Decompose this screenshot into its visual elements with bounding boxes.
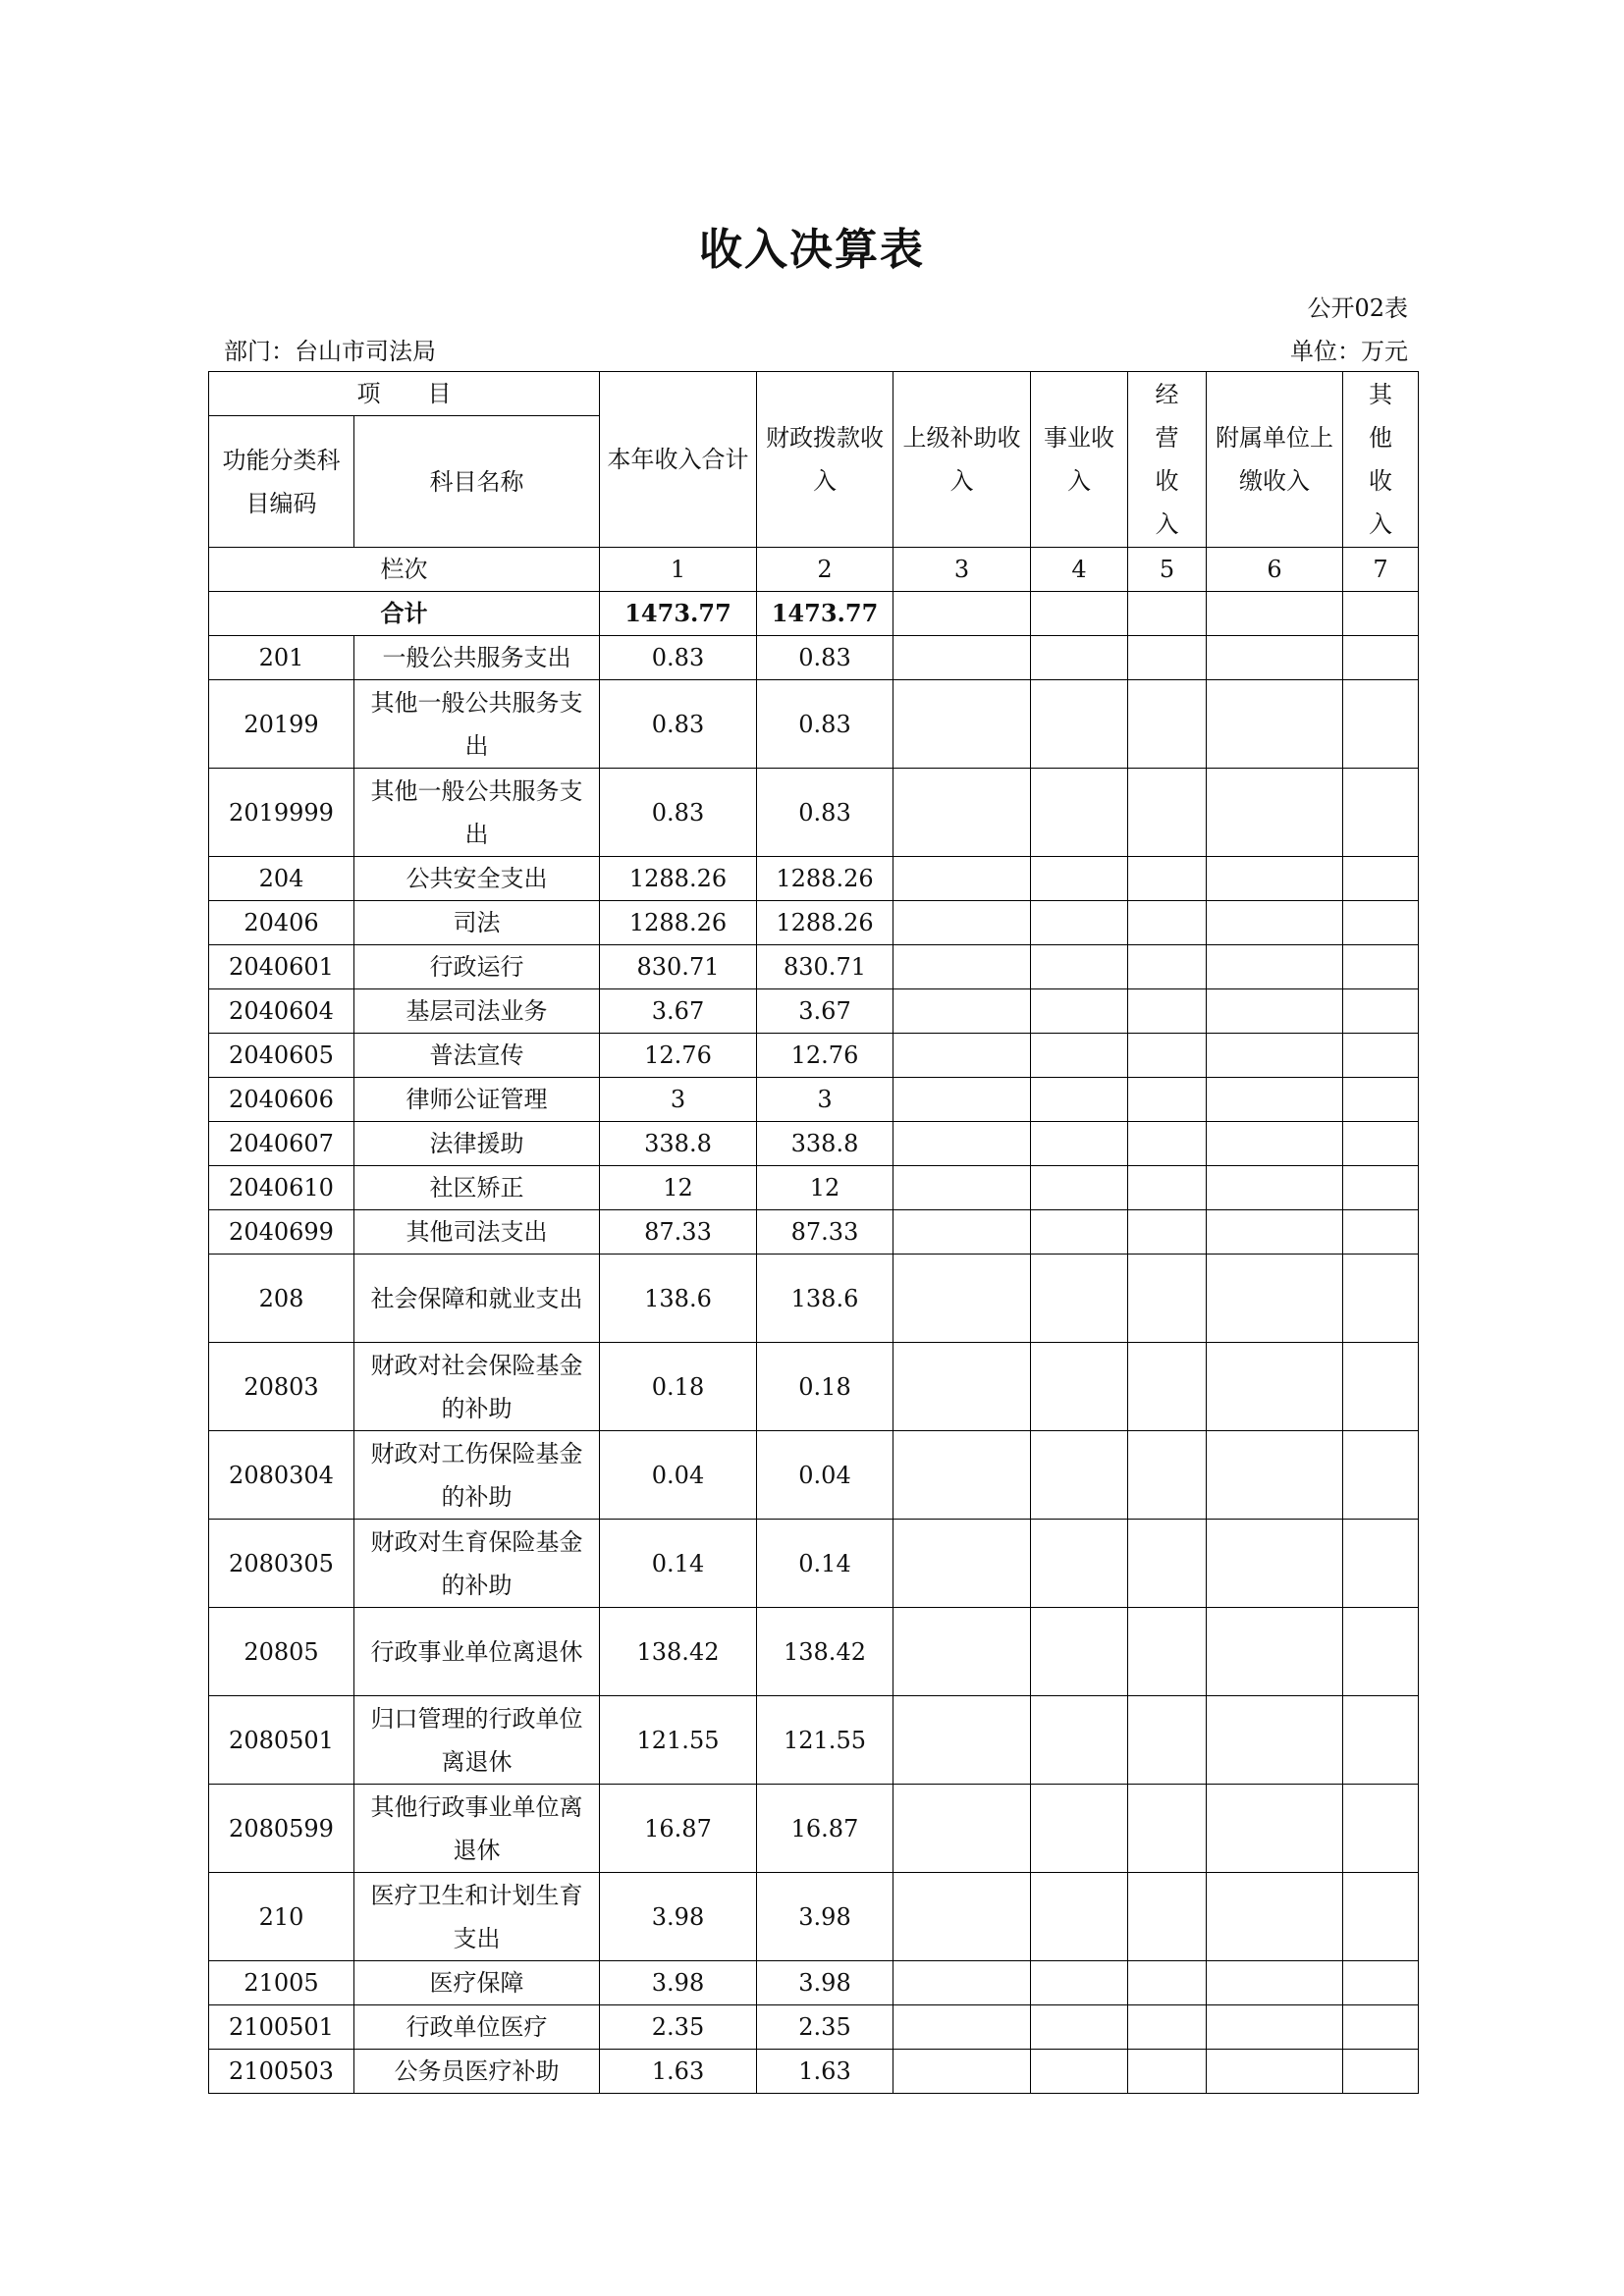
row-name: 律师公证管理 [354, 1078, 600, 1122]
row-col-5 [1128, 636, 1207, 680]
row-col-2: 0.14 [757, 1520, 893, 1608]
table-row [209, 901, 1419, 945]
row-col-5 [1128, 680, 1207, 769]
row-col-7 [1343, 2050, 1419, 2094]
row-code: 2040607 [209, 1122, 354, 1166]
row-col-5 [1128, 1210, 1207, 1255]
table-row [209, 989, 1419, 1034]
row-col-2: 1288.26 [757, 901, 893, 945]
col-index-4: 4 [1031, 548, 1128, 592]
row-col-2: 121.55 [757, 1696, 893, 1785]
row-col-1: 12.76 [600, 1034, 757, 1078]
table-row [209, 1122, 1419, 1166]
row-col-6 [1207, 1873, 1343, 1961]
row-col-6 [1207, 1343, 1343, 1431]
row-col-5 [1128, 1166, 1207, 1210]
row-col-3 [893, 1873, 1031, 1961]
row-name: 财政对生育保险基金的补助 [354, 1520, 600, 1608]
row-col-2: 3.67 [757, 989, 893, 1034]
row-col-4 [1031, 769, 1128, 857]
row-col-7 [1343, 1873, 1419, 1961]
row-col-5 [1128, 945, 1207, 989]
row-col-4 [1031, 901, 1128, 945]
row-col-1: 0.14 [600, 1520, 757, 1608]
table-row [209, 1873, 1419, 1961]
row-col-3 [893, 1961, 1031, 2005]
row-col-3 [893, 1608, 1031, 1696]
row-col-1: 3.98 [600, 1873, 757, 1961]
row-col-4 [1031, 1078, 1128, 1122]
table-row [209, 945, 1419, 989]
row-col-6 [1207, 1785, 1343, 1873]
row-col-3 [893, 945, 1031, 989]
row-col-2: 0.83 [757, 636, 893, 680]
income-table [208, 371, 1419, 2094]
row-col-3 [893, 1210, 1031, 1255]
total-col-1: 1473.77 [600, 592, 757, 636]
row-name: 法律援助 [354, 1122, 600, 1166]
col-index-1: 1 [600, 548, 757, 592]
row-col-6 [1207, 1608, 1343, 1696]
row-col-2: 138.6 [757, 1255, 893, 1343]
row-col-7 [1343, 1122, 1419, 1166]
row-col-2: 2.35 [757, 2005, 893, 2050]
row-col-3 [893, 2050, 1031, 2094]
row-col-4 [1031, 1520, 1128, 1608]
total-col-2: 1473.77 [757, 592, 893, 636]
row-col-7 [1343, 636, 1419, 680]
table-row [209, 1785, 1419, 1873]
page-title: 收入决算表 [699, 225, 925, 275]
row-col-3 [893, 1520, 1031, 1608]
row-col-6 [1207, 2005, 1343, 2050]
row-col-6 [1207, 769, 1343, 857]
row-col-4 [1031, 945, 1128, 989]
row-col-1: 16.87 [600, 1785, 757, 1873]
row-name: 行政单位医疗 [354, 2005, 600, 2050]
row-code: 20199 [209, 680, 354, 769]
row-col-4 [1031, 1696, 1128, 1785]
row-col-3 [893, 1785, 1031, 1873]
row-name: 一般公共服务支出 [354, 636, 600, 680]
row-col-5 [1128, 989, 1207, 1034]
row-col-6 [1207, 945, 1343, 989]
row-col-4 [1031, 680, 1128, 769]
row-col-2: 338.8 [757, 1122, 893, 1166]
row-code: 20406 [209, 901, 354, 945]
row-code: 201 [209, 636, 354, 680]
row-name: 行政事业单位离退休 [354, 1608, 600, 1696]
row-code: 2040601 [209, 945, 354, 989]
row-col-6 [1207, 1431, 1343, 1520]
table-row [209, 1034, 1419, 1078]
row-col-2: 0.83 [757, 769, 893, 857]
row-col-5 [1128, 769, 1207, 857]
row-col-4 [1031, 1785, 1128, 1873]
col-index-6: 6 [1207, 548, 1343, 592]
row-col-6 [1207, 2050, 1343, 2094]
row-col-5 [1128, 1608, 1207, 1696]
header-project: 项 目 [209, 372, 600, 416]
form-number: 公开02表 [1307, 294, 1408, 322]
row-code: 2040610 [209, 1166, 354, 1210]
row-col-2: 12 [757, 1166, 893, 1210]
row-col-6 [1207, 1210, 1343, 1255]
row-col-2: 0.04 [757, 1431, 893, 1520]
row-col-6 [1207, 1078, 1343, 1122]
row-col-7 [1343, 989, 1419, 1034]
table-row [209, 857, 1419, 901]
row-col-7 [1343, 857, 1419, 901]
row-name: 财政对社会保险基金的补助 [354, 1343, 600, 1431]
row-col-6 [1207, 1696, 1343, 1785]
row-col-7 [1343, 1343, 1419, 1431]
table-row [209, 680, 1419, 769]
row-name: 社区矫正 [354, 1166, 600, 1210]
row-col-2: 3 [757, 1078, 893, 1122]
row-col-3 [893, 1343, 1031, 1431]
row-col-5 [1128, 1873, 1207, 1961]
row-col-5 [1128, 1696, 1207, 1785]
row-name: 基层司法业务 [354, 989, 600, 1034]
row-col-1: 1288.26 [600, 901, 757, 945]
row-code: 208 [209, 1255, 354, 1343]
row-col-5 [1128, 1785, 1207, 1873]
row-col-7 [1343, 1210, 1419, 1255]
header-col-3: 上级补助收入 [893, 372, 1031, 548]
row-col-7 [1343, 901, 1419, 945]
row-col-3 [893, 1431, 1031, 1520]
total-label: 合计 [209, 592, 600, 636]
department-label: 部门：台山市司法局 [224, 338, 436, 365]
row-col-2: 1288.26 [757, 857, 893, 901]
header-col-2: 财政拨款收入 [757, 372, 893, 548]
row-col-3 [893, 989, 1031, 1034]
header-col-7: 其他收入 [1343, 372, 1419, 548]
row-col-6 [1207, 1034, 1343, 1078]
row-col-2: 3.98 [757, 1873, 893, 1961]
row-col-4 [1031, 857, 1128, 901]
row-col-1: 0.83 [600, 680, 757, 769]
row-col-3 [893, 636, 1031, 680]
col-index-label: 栏次 [209, 548, 600, 592]
row-col-2: 0.83 [757, 680, 893, 769]
row-col-3 [893, 857, 1031, 901]
row-col-5 [1128, 2050, 1207, 2094]
table-row [209, 769, 1419, 857]
row-code: 20805 [209, 1608, 354, 1696]
row-col-1: 121.55 [600, 1696, 757, 1785]
row-col-4 [1031, 1210, 1128, 1255]
row-col-1: 338.8 [600, 1122, 757, 1166]
row-col-1: 0.18 [600, 1343, 757, 1431]
row-col-1: 138.42 [600, 1608, 757, 1696]
row-col-5 [1128, 1431, 1207, 1520]
row-code: 20803 [209, 1343, 354, 1431]
header-col-1: 本年收入合计 [600, 372, 757, 548]
table-row [209, 2005, 1419, 2050]
row-col-6 [1207, 857, 1343, 901]
row-code: 210 [209, 1873, 354, 1961]
row-col-4 [1031, 1608, 1128, 1696]
row-col-2: 87.33 [757, 1210, 893, 1255]
row-col-1: 1.63 [600, 2050, 757, 2094]
row-col-1: 3 [600, 1078, 757, 1122]
row-col-2: 1.63 [757, 2050, 893, 2094]
row-col-7 [1343, 945, 1419, 989]
row-col-4 [1031, 1431, 1128, 1520]
table-row [209, 1343, 1419, 1431]
row-col-3 [893, 1255, 1031, 1343]
row-col-7 [1343, 1785, 1419, 1873]
row-col-7 [1343, 1520, 1419, 1608]
row-col-4 [1031, 1166, 1128, 1210]
table-row [209, 1608, 1419, 1696]
row-col-1: 3.67 [600, 989, 757, 1034]
row-col-1: 0.04 [600, 1431, 757, 1520]
row-col-1: 1288.26 [600, 857, 757, 901]
row-col-4 [1031, 636, 1128, 680]
row-code: 21005 [209, 1961, 354, 2005]
row-col-5 [1128, 2005, 1207, 2050]
row-col-5 [1128, 1343, 1207, 1431]
table-row [209, 1431, 1419, 1520]
row-col-4 [1031, 1873, 1128, 1961]
row-name: 医疗保障 [354, 1961, 600, 2005]
row-col-5 [1128, 1255, 1207, 1343]
row-col-1: 3.98 [600, 1961, 757, 2005]
table-row [209, 1961, 1419, 2005]
row-col-4 [1031, 1343, 1128, 1431]
row-col-3 [893, 1122, 1031, 1166]
row-col-6 [1207, 1122, 1343, 1166]
row-col-6 [1207, 1961, 1343, 2005]
row-col-4 [1031, 1034, 1128, 1078]
header-col-5: 经营收入 [1128, 372, 1207, 548]
row-col-5 [1128, 1034, 1207, 1078]
row-col-6 [1207, 901, 1343, 945]
row-code: 2040699 [209, 1210, 354, 1255]
row-col-6 [1207, 1166, 1343, 1210]
row-col-3 [893, 1166, 1031, 1210]
row-col-4 [1031, 1255, 1128, 1343]
row-col-7 [1343, 1078, 1419, 1122]
col-index-7: 7 [1343, 548, 1419, 592]
header-name: 科目名称 [354, 416, 600, 548]
row-name: 公共安全支出 [354, 857, 600, 901]
header-col-6: 附属单位上缴收入 [1207, 372, 1343, 548]
header-code: 功能分类科目编码 [209, 416, 354, 548]
row-name: 归口管理的行政单位离退休 [354, 1696, 600, 1785]
row-name: 社会保障和就业支出 [354, 1255, 600, 1343]
row-code: 2040606 [209, 1078, 354, 1122]
row-code: 2100501 [209, 2005, 354, 2050]
row-code: 204 [209, 857, 354, 901]
row-col-7 [1343, 1431, 1419, 1520]
row-col-3 [893, 1034, 1031, 1078]
unit-label: 单位：万元 [1290, 338, 1408, 365]
row-col-7 [1343, 1034, 1419, 1078]
row-col-7 [1343, 1961, 1419, 2005]
row-col-1: 0.83 [600, 636, 757, 680]
row-name: 其他司法支出 [354, 1210, 600, 1255]
row-col-6 [1207, 1255, 1343, 1343]
row-name: 普法宣传 [354, 1034, 600, 1078]
row-col-6 [1207, 989, 1343, 1034]
row-name: 其他一般公共服务支出 [354, 680, 600, 769]
row-col-2: 12.76 [757, 1034, 893, 1078]
table-row [209, 1696, 1419, 1785]
row-col-6 [1207, 636, 1343, 680]
row-col-3 [893, 2005, 1031, 2050]
row-name: 行政运行 [354, 945, 600, 989]
row-name: 其他行政事业单位离退休 [354, 1785, 600, 1873]
row-col-5 [1128, 1520, 1207, 1608]
row-col-5 [1128, 1961, 1207, 2005]
row-col-4 [1031, 2005, 1128, 2050]
row-col-4 [1031, 1961, 1128, 2005]
col-index-2: 2 [757, 548, 893, 592]
row-code: 2019999 [209, 769, 354, 857]
row-col-5 [1128, 857, 1207, 901]
row-col-2: 830.71 [757, 945, 893, 989]
row-col-5 [1128, 1122, 1207, 1166]
row-col-4 [1031, 989, 1128, 1034]
table-row [209, 1166, 1419, 1210]
row-code: 2040605 [209, 1034, 354, 1078]
row-col-7 [1343, 769, 1419, 857]
table-row [209, 1210, 1419, 1255]
row-col-6 [1207, 680, 1343, 769]
row-col-7 [1343, 680, 1419, 769]
row-col-5 [1128, 1078, 1207, 1122]
row-col-3 [893, 680, 1031, 769]
row-col-2: 16.87 [757, 1785, 893, 1873]
row-col-7 [1343, 2005, 1419, 2050]
row-code: 2080305 [209, 1520, 354, 1608]
col-index-5: 5 [1128, 548, 1207, 592]
row-col-7 [1343, 1166, 1419, 1210]
row-col-1: 0.83 [600, 769, 757, 857]
row-name: 司法 [354, 901, 600, 945]
row-code: 2080599 [209, 1785, 354, 1873]
row-col-6 [1207, 1520, 1343, 1608]
row-code: 2080304 [209, 1431, 354, 1520]
table-row [209, 1078, 1419, 1122]
row-col-2: 0.18 [757, 1343, 893, 1431]
row-name: 医疗卫生和计划生育支出 [354, 1873, 600, 1961]
row-col-4 [1031, 2050, 1128, 2094]
table-body [209, 636, 1419, 2094]
row-col-1: 138.6 [600, 1255, 757, 1343]
row-col-3 [893, 1696, 1031, 1785]
row-col-1: 2.35 [600, 2005, 757, 2050]
table-row [209, 1255, 1419, 1343]
row-name: 财政对工伤保险基金的补助 [354, 1431, 600, 1520]
row-col-2: 3.98 [757, 1961, 893, 2005]
header-col-4: 事业收入 [1031, 372, 1128, 548]
row-col-3 [893, 901, 1031, 945]
table-row [209, 636, 1419, 680]
row-col-1: 830.71 [600, 945, 757, 989]
row-code: 2040604 [209, 989, 354, 1034]
col-index-3: 3 [893, 548, 1031, 592]
row-name: 公务员医疗补助 [354, 2050, 600, 2094]
row-col-5 [1128, 901, 1207, 945]
row-col-7 [1343, 1608, 1419, 1696]
row-col-3 [893, 1078, 1031, 1122]
row-col-1: 87.33 [600, 1210, 757, 1255]
row-col-7 [1343, 1696, 1419, 1785]
row-col-4 [1031, 1122, 1128, 1166]
row-name: 其他一般公共服务支出 [354, 769, 600, 857]
row-col-2: 138.42 [757, 1608, 893, 1696]
table-row [209, 1520, 1419, 1608]
row-col-7 [1343, 1255, 1419, 1343]
table-row [209, 2050, 1419, 2094]
row-col-3 [893, 769, 1031, 857]
row-code: 2080501 [209, 1696, 354, 1785]
row-col-1: 12 [600, 1166, 757, 1210]
row-code: 2100503 [209, 2050, 354, 2094]
